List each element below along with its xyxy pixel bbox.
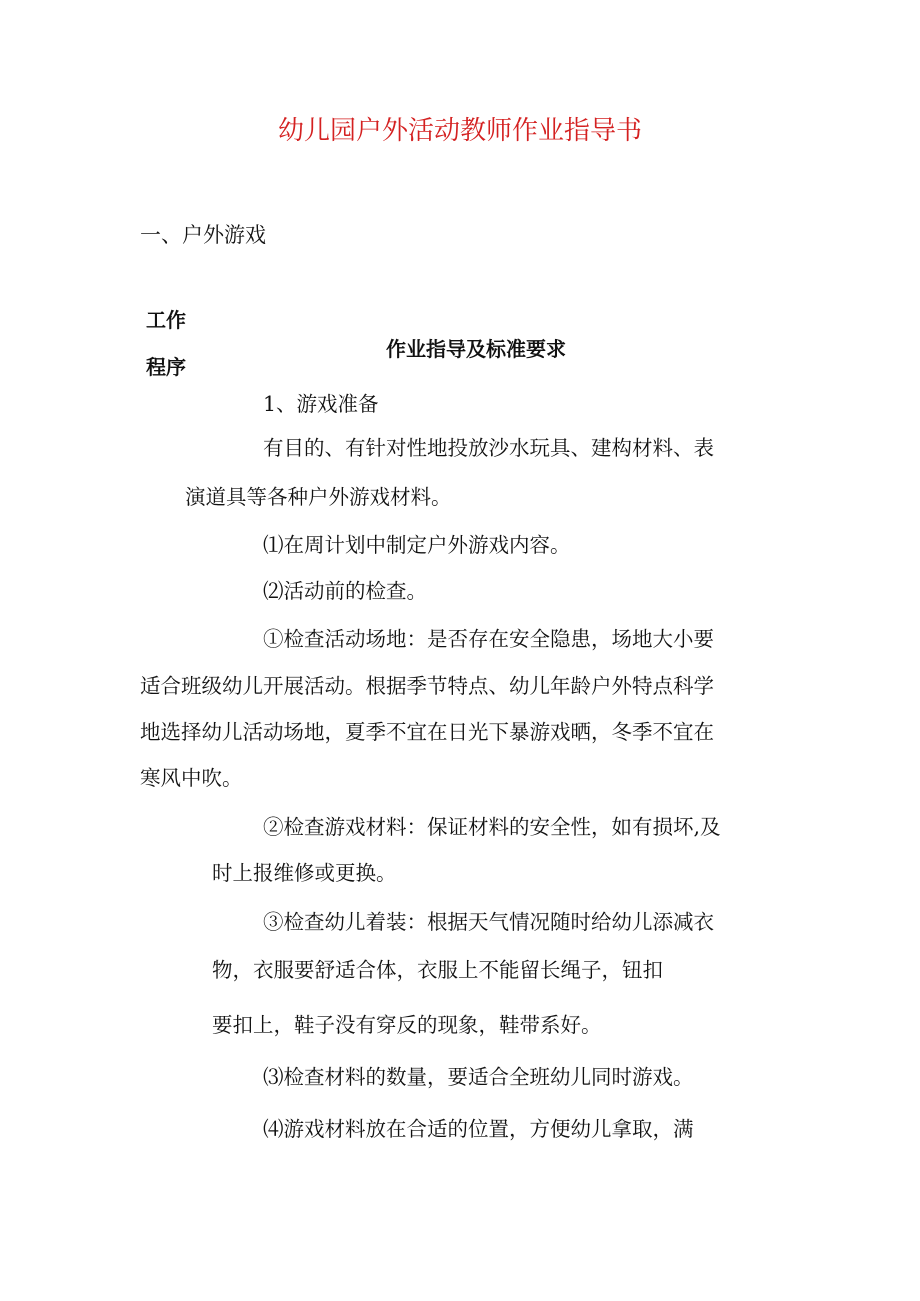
document-title: 幼儿园户外活动教师作业指导书 [277, 116, 642, 146]
text-line: ②检查游戏材料：保证材料的安全性，如有损坏,及 [263, 815, 721, 839]
text-line: 有目的、有针对性地投放沙水玩具、建构材料、表 [263, 436, 714, 460]
text-line: 寒风中吹。 [140, 766, 243, 790]
text-line: ⑵活动前的检查。 [263, 579, 427, 603]
text-line: 1、游戏准备 [263, 392, 379, 416]
text-line: ③检查幼儿着装：根据天气情况随时给幼儿添减衣 [263, 910, 714, 934]
text-line: ①检查活动场地：是否存在安全隐患，场地大小要 [263, 627, 714, 651]
table-col2-header: 作业指导及标准要求 [386, 337, 566, 361]
text-line: 物，衣服要舒适合体，衣服上不能留长绳子，钮扣 [212, 958, 663, 982]
text-line: ⑴在周计划中制定户外游戏内容。 [263, 533, 571, 557]
text-line: ⑶检查材料的数量，要适合全班幼儿同时游戏。 [263, 1065, 694, 1089]
text-line: 适合班级幼儿开展活动。根据季节特点、幼儿年龄户外特点科学 [140, 674, 714, 698]
text-line: 时上报维修或更换。 [212, 861, 397, 885]
text-line: 地选择幼儿活动场地，夏季不宜在日光下暴游戏晒，冬季不宜在 [140, 720, 714, 744]
text-line: 要扣上，鞋子没有穿反的现象，鞋带系好。 [212, 1013, 602, 1037]
text-line: ⑷游戏材料放在合适的位置，方便幼儿拿取，满 [263, 1117, 694, 1141]
text-line: 演道具等各种户外游戏材料。 [185, 485, 452, 509]
section-heading: 一、户外游戏 [140, 223, 266, 247]
table-col1-header-line1: 工作 [146, 308, 186, 332]
table-col1-header-line2: 程序 [146, 355, 186, 379]
